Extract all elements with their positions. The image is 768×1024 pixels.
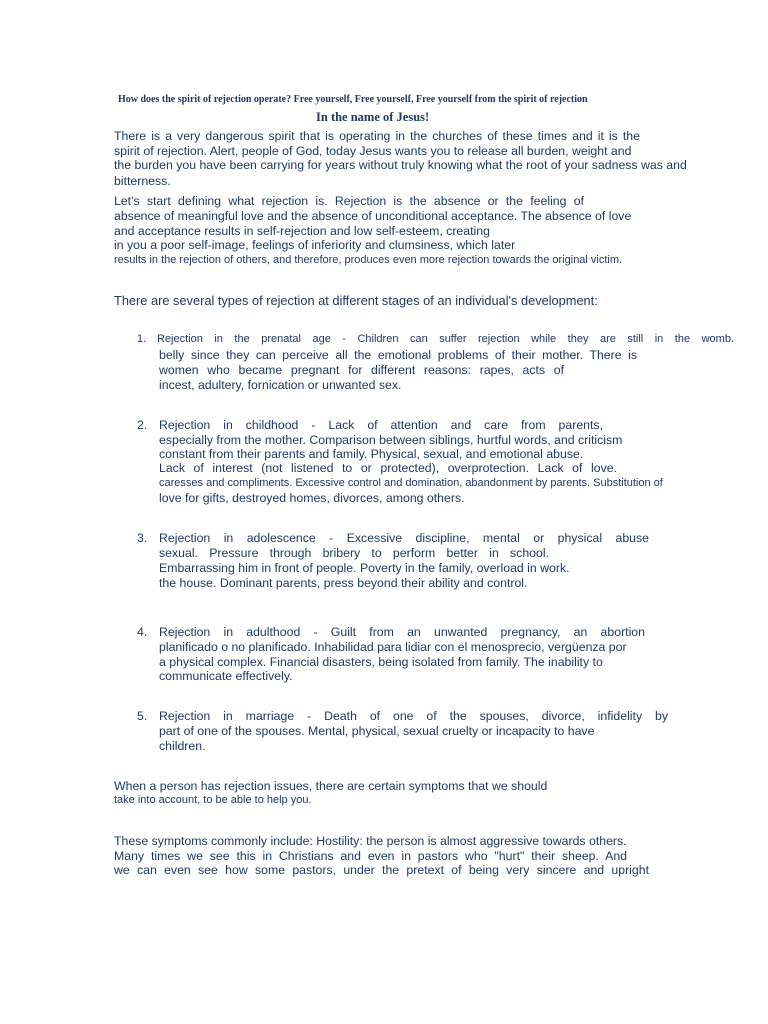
list-item-line: sexual. Pressure through bribery to perform better in school. — [159, 546, 549, 560]
list-item-line: love for gifts, destroyed homes, divorces, among others. — [159, 491, 465, 505]
paragraph-line: There is a very dangerous spirit that is operating in the churches of these times and it is the — [114, 129, 640, 143]
list-item-line: the house. Dominant parents, press beyond their ability and control. — [159, 576, 528, 590]
paragraph-line: spirit of rejection. Alert, people of God, today Jesus wants you to release all burden, weight and — [114, 144, 632, 158]
paragraph-line: These symptoms commonly include: Hostility: the person is almost aggressive towards others. — [114, 834, 627, 848]
list-item-number: 3. — [137, 531, 148, 545]
list-item-number: 2. — [137, 418, 148, 432]
list-item-line: Rejection in adolescence - Excessive discipline, mental or physical abuse — [159, 531, 649, 545]
paragraph-line: absence of meaningful love and the absence of unconditional acceptance. The absence of love — [114, 209, 632, 223]
paragraph-line: Many times we see this in Christians and even in pastors who "hurt" their sheep. And — [114, 849, 627, 863]
list-item-line: Lack of interest (not listened to or protected), overprotection. Lack of love. — [159, 461, 617, 475]
list-item-line: especially from the mother. Comparison between siblings, hurtful words, and criticism — [159, 433, 623, 447]
list-item-line: Rejection in adulthood - Guilt from an unwanted pregnancy, an abortion — [159, 625, 645, 639]
paragraph-line: take into account, to be able to help you. — [114, 794, 312, 806]
paragraph-line: Let's start defining what rejection is. Rejection is the absence or the feeling of — [114, 194, 584, 208]
list-item-number: 1. — [137, 333, 147, 345]
paragraph-line: When a person has rejection issues, there are certain symptoms that we should — [114, 779, 548, 793]
list-item-line: a physical complex. Financial disasters, being isolated from family. The inability to — [159, 655, 603, 669]
list-item-line: children. — [159, 739, 206, 753]
list-item-line: belly since they can perceive all the emotional problems of their mother. There is — [159, 348, 637, 362]
list-item-line: Rejection in marriage - Death of one of the spouses, divorce, infidelity by — [159, 709, 668, 723]
list-item-line: planificado o no planificado. Inhabilidad para lidiar con el menosprecio, vergüenza por — [159, 640, 627, 654]
list-item-line: communicate effectively. — [159, 669, 293, 683]
list-item-line: caresses and compliments. Excessive control and domination, abandonment by parents. Substitution of — [159, 477, 663, 489]
list-item-number: 5. — [137, 709, 148, 723]
list-item-line: incest, adultery, fornication or unwanted sex. — [159, 378, 402, 392]
document-title: How does the spirit of rejection operate? Free yourself, Free yourself, Free yourself from the spirit of rejection — [118, 94, 588, 105]
paragraph-line: the burden you have been carrying for years without truly knowing what the root of your sadness was and — [114, 158, 687, 172]
list-item-line: constant from their parents and family. Physical, sexual, and emotional abuse. — [159, 447, 584, 461]
paragraph-line: in you a poor self-image, feelings of inferiority and clumsiness, which later — [114, 238, 516, 252]
paragraph-line: and acceptance results in self-rejection and low self-esteem, creating — [114, 224, 490, 238]
list-item-line: Rejection in childhood - Lack of attention and care from parents, — [159, 418, 603, 432]
paragraph-line: results in the rejection of others, and therefore, produces even more rejection towards the original victim. — [114, 254, 623, 266]
paragraph-line: There are several types of rejection at different stages of an individual's development: — [114, 293, 598, 308]
document-subtitle: In the name of Jesus! — [316, 110, 430, 124]
list-item-line: Rejection in the prenatal age - Children can suffer rejection while they are still in the womb. — [157, 333, 734, 345]
list-item-line: part of one of the spouses. Mental, physical, sexual cruelty or incapacity to have — [159, 724, 595, 738]
list-item-line: Embarrassing him in front of people. Poverty in the family, overload in work. — [159, 561, 570, 575]
list-item-number: 4. — [137, 625, 148, 639]
list-item-line: women who became pregnant for different reasons: rapes, acts of — [159, 363, 564, 377]
paragraph-line: bitterness. — [114, 174, 171, 188]
paragraph-line: we can even see how some pastors, under the pretext of being very sincere and upright — [114, 863, 649, 877]
